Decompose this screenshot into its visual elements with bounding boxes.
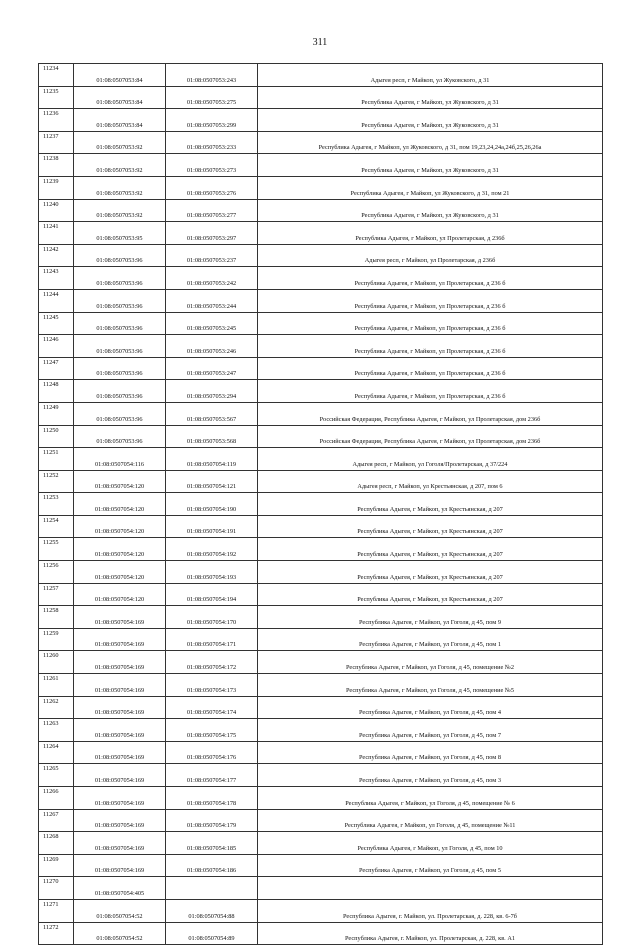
address-cell [258,877,603,900]
parcel-cadastral-number-cell: 01:08:0507053:96 [74,425,166,448]
object-cadastral-number-cell: 01:08:0507053:277 [166,199,258,222]
parcel-cadastral-number-cell: 01:08:0507054:169 [74,674,166,697]
row-number-cell: 11271 [39,899,74,922]
parcel-cadastral-number-cell: 01:08:0507054:405 [74,877,166,900]
row-number-cell: 11260 [39,651,74,674]
row-number-cell: 11244 [39,289,74,312]
address-cell: Республика Адыгея, г Майкоп, ул Крестьянская, д 207 [258,515,603,538]
object-cadastral-number-cell: 01:08:0507053:567 [166,402,258,425]
address-cell: Адыгея респ, г Майкоп, ул Гоголя/Пролетарская, д 37/224 [258,448,603,471]
address-cell: Республика Адыгея, г Майкоп, ул Пролетарская, д 236 б [258,335,603,358]
row-number-cell: 11254 [39,515,74,538]
row-number-cell: 11241 [39,222,74,245]
table-row [39,109,603,132]
row-number-cell: 11272 [39,922,74,945]
address-cell: Республика Адыгея, г Майкоп, ул Пролетарская, д 236 б [258,312,603,335]
parcel-cadastral-number-cell: 01:08:0507053:92 [74,154,166,177]
parcel-cadastral-number-cell: 01:08:0507054:169 [74,696,166,719]
address-cell: Республика Адыгея, г Майкоп, ул Жуковского, д 31 [258,154,603,177]
object-cadastral-number-cell: 01:08:0507054:186 [166,854,258,877]
table-row [39,899,603,922]
table-row [39,651,603,674]
parcel-cadastral-number-cell: 01:08:0507053:95 [74,222,166,245]
address-cell: Республика Адыгея, г Майкоп, ул Пролетарская, д 236 б [258,289,603,312]
table-row [39,289,603,312]
row-number-cell: 11262 [39,696,74,719]
address-cell: Республика Адыгея, г Майкоп, ул Крестьянская, д 207 [258,538,603,561]
row-number-cell: 11267 [39,809,74,832]
object-cadastral-number-cell: 01:08:0507053:243 [166,64,258,87]
address-cell: Республика Адыгея, г Майкоп, ул Гоголя, д 45, помещение №5 [258,674,603,697]
table-row [39,741,603,764]
parcel-cadastral-number-cell: 01:08:0507054:169 [74,832,166,855]
address-cell: Республика Адыгея, г Майкоп, ул Жуковского, д 31 [258,109,603,132]
parcel-cadastral-number-cell: 01:08:0507053:92 [74,131,166,154]
table-row [39,538,603,561]
object-cadastral-number-cell: 01:08:0507053:245 [166,312,258,335]
object-cadastral-number-cell: 01:08:0507053:273 [166,154,258,177]
object-cadastral-number-cell: 01:08:0507054:175 [166,719,258,742]
row-number-cell: 11247 [39,357,74,380]
object-cadastral-number-cell: 01:08:0507053:568 [166,425,258,448]
parcel-cadastral-number-cell: 01:08:0507053:96 [74,267,166,290]
object-cadastral-number-cell: 01:08:0507054:174 [166,696,258,719]
address-cell: Республика Адыгея, г Майкоп, ул Пролетарская, д 236 б [258,357,603,380]
address-cell: Республика Адыгея, г Майкоп, ул Пролетарская, д 236 б [258,380,603,403]
parcel-cadastral-number-cell: 01:08:0507053:96 [74,312,166,335]
table-row [39,583,603,606]
row-number-cell: 11253 [39,493,74,516]
object-cadastral-number-cell: 01:08:0507053:242 [166,267,258,290]
row-number-cell: 11236 [39,109,74,132]
table-row [39,335,603,358]
object-cadastral-number-cell: 01:08:0507054:190 [166,493,258,516]
address-cell: Республика Адыгея, г Майкоп, ул Гоголя, д 45, пом 1 [258,628,603,651]
address-cell: Адыгея респ, г Майкоп, ул Пролетарская, д 236б [258,244,603,267]
address-cell: Республика Адыгея, г Майкоп, ул Крестьянская, д 207 [258,493,603,516]
address-cell: Республика Адыгея, г Майкоп, ул Гоголя, д 45, помещение №11 [258,809,603,832]
parcel-cadastral-number-cell: 01:08:0507053:84 [74,64,166,87]
object-cadastral-number-cell: 01:08:0507053:247 [166,357,258,380]
object-cadastral-number-cell: 01:08:0507054:177 [166,764,258,787]
parcel-cadastral-number-cell: 01:08:0507053:92 [74,199,166,222]
table-row [39,244,603,267]
table-row [39,402,603,425]
address-cell: Республика Адыгея, г Майкоп, ул Жуковского, д 31, пом 21 [258,176,603,199]
page-number: 311 [312,37,328,48]
parcel-cadastral-number-cell: 01:08:0507054:120 [74,470,166,493]
cadastral-registry-table [38,63,603,945]
parcel-cadastral-number-cell: 01:08:0507054:169 [74,606,166,629]
row-number-cell: 11234 [39,64,74,87]
parcel-cadastral-number-cell: 01:08:0507054:120 [74,493,166,516]
object-cadastral-number-cell: 01:08:0507054:191 [166,515,258,538]
object-cadastral-number-cell: 01:08:0507053:297 [166,222,258,245]
parcel-cadastral-number-cell: 01:08:0507054:120 [74,561,166,584]
table-row [39,628,603,651]
object-cadastral-number-cell: 01:08:0507053:275 [166,86,258,109]
table-row [39,854,603,877]
parcel-cadastral-number-cell: 01:08:0507054:169 [74,628,166,651]
address-cell: Республика Адыгея, г Майкоп, ул Гоголя, д 45, помещение №2 [258,651,603,674]
object-cadastral-number-cell: 01:08:0507054:178 [166,787,258,810]
row-number-cell: 11237 [39,131,74,154]
object-cadastral-number-cell: 01:08:0507054:179 [166,809,258,832]
table-row [39,606,603,629]
table-row [39,877,603,900]
object-cadastral-number-cell: 01:08:0507054:185 [166,832,258,855]
address-cell: Республика Адыгея, г Майкоп, ул Гоголя, д 45, пом 3 [258,764,603,787]
parcel-cadastral-number-cell: 01:08:0507053:96 [74,357,166,380]
table-row [39,809,603,832]
row-number-cell: 11270 [39,877,74,900]
row-number-cell: 11252 [39,470,74,493]
table-row [39,312,603,335]
row-number-cell: 11255 [39,538,74,561]
object-cadastral-number-cell: 01:08:0507054:176 [166,741,258,764]
row-number-cell: 11246 [39,335,74,358]
parcel-cadastral-number-cell: 01:08:0507054:169 [74,764,166,787]
address-cell: Республика Адыгея, г. Майкоп, ул. Пролетарская, д. 228, кв. А1 [258,922,603,945]
address-cell: Российская Федерация, Республика Адыгея, г Майкоп, ул Пролетарская, дом 236б [258,425,603,448]
parcel-cadastral-number-cell: 01:08:0507054:52 [74,899,166,922]
object-cadastral-number-cell: 01:08:0507054:193 [166,561,258,584]
parcel-cadastral-number-cell: 01:08:0507054:169 [74,719,166,742]
table-row [39,493,603,516]
address-cell: Республика Адыгея, г Майкоп, ул Жуковского, д 31 [258,199,603,222]
object-cadastral-number-cell: 01:08:0507054:171 [166,628,258,651]
row-number-cell: 11259 [39,628,74,651]
object-cadastral-number-cell: 01:08:0507053:233 [166,131,258,154]
table-row [39,448,603,471]
object-cadastral-number-cell: 01:08:0507053:246 [166,335,258,358]
row-number-cell: 11257 [39,583,74,606]
address-cell: Республика Адыгея, г Майкоп, ул Гоголя, д 45, пом 10 [258,832,603,855]
parcel-cadastral-number-cell: 01:08:0507054:169 [74,741,166,764]
address-cell: Республика Адыгея, г Майкоп, ул Гоголя, д 45, пом 5 [258,854,603,877]
table-row [39,64,603,87]
row-number-cell: 11263 [39,719,74,742]
row-number-cell: 11261 [39,674,74,697]
row-number-cell: 11265 [39,764,74,787]
object-cadastral-number-cell: 01:08:0507054:89 [166,922,258,945]
object-cadastral-number-cell: 01:08:0507054:170 [166,606,258,629]
parcel-cadastral-number-cell: 01:08:0507054:169 [74,787,166,810]
row-number-cell: 11239 [39,176,74,199]
table-row [39,561,603,584]
object-cadastral-number-cell: 01:08:0507054:194 [166,583,258,606]
row-number-cell: 11242 [39,244,74,267]
parcel-cadastral-number-cell: 01:08:0507053:96 [74,335,166,358]
parcel-cadastral-number-cell: 01:08:0507054:120 [74,538,166,561]
parcel-cadastral-number-cell: 01:08:0507053:84 [74,109,166,132]
object-cadastral-number-cell: 01:08:0507054:192 [166,538,258,561]
table-row [39,267,603,290]
address-cell: Республика Адыгея, г Майкоп, ул Гоголя, д 45, помещение № 6 [258,787,603,810]
object-cadastral-number-cell: 01:08:0507053:294 [166,380,258,403]
table-row [39,425,603,448]
table-row [39,86,603,109]
address-cell: Адыгея респ, г Майкоп, ул Жуковского, д 31 [258,64,603,87]
address-cell: Республика Адыгея, г Майкоп, ул Гоголя, д 45, пом 7 [258,719,603,742]
object-cadastral-number-cell: 01:08:0507054:121 [166,470,258,493]
parcel-cadastral-number-cell: 01:08:0507054:120 [74,583,166,606]
row-number-cell: 11256 [39,561,74,584]
parcel-cadastral-number-cell: 01:08:0507053:96 [74,289,166,312]
registry-table-body [39,64,603,945]
table-row [39,674,603,697]
row-number-cell: 11251 [39,448,74,471]
row-number-cell: 11258 [39,606,74,629]
address-cell: Российская Федерация, Республика Адыгея, г Майкоп, ул Пролетарская, дом 236б [258,402,603,425]
table-row [39,764,603,787]
table-row [39,719,603,742]
table-row [39,515,603,538]
table-row [39,357,603,380]
address-cell: Республика Адыгея, г Майкоп, ул Гоголя, д 45, пом 9 [258,606,603,629]
parcel-cadastral-number-cell: 01:08:0507053:84 [74,86,166,109]
address-cell: Республика Адыгея, г Майкоп, ул Жуковского, д 31, пом 19,23,24,24а,24б,25,26,26а [258,131,603,154]
table-row [39,176,603,199]
row-number-cell: 11245 [39,312,74,335]
address-cell: Республика Адыгея, г Майкоп, ул Гоголя, д 45, пом 4 [258,696,603,719]
table-row [39,696,603,719]
object-cadastral-number-cell: 01:08:0507054:173 [166,674,258,697]
table-row [39,380,603,403]
object-cadastral-number-cell: 01:08:0507053:299 [166,109,258,132]
table-row [39,832,603,855]
object-cadastral-number-cell [166,877,258,900]
address-cell: Республика Адыгея, г Майкоп, ул Пролетарская, д 236 б [258,267,603,290]
table-row [39,154,603,177]
table-row [39,199,603,222]
parcel-cadastral-number-cell: 01:08:0507053:92 [74,176,166,199]
address-cell: Республика Адыгея, г Майкоп, ул Жуковского, д 31 [258,86,603,109]
row-number-cell: 11235 [39,86,74,109]
parcel-cadastral-number-cell: 01:08:0507054:169 [74,651,166,674]
object-cadastral-number-cell: 01:08:0507054:172 [166,651,258,674]
address-cell: Республика Адыгея, г. Майкоп, ул. Пролетарская, д. 228, кв. 6-7б [258,899,603,922]
row-number-cell: 11240 [39,199,74,222]
table-row [39,222,603,245]
parcel-cadastral-number-cell: 01:08:0507053:96 [74,402,166,425]
address-cell: Республика Адыгея, г Майкоп, ул Пролетарская, д 236б [258,222,603,245]
table-row [39,922,603,945]
object-cadastral-number-cell: 01:08:0507053:237 [166,244,258,267]
table-row [39,131,603,154]
parcel-cadastral-number-cell: 01:08:0507054:169 [74,854,166,877]
parcel-cadastral-number-cell: 01:08:0507054:120 [74,515,166,538]
row-number-cell: 11268 [39,832,74,855]
object-cadastral-number-cell: 01:08:0507053:276 [166,176,258,199]
row-number-cell: 11250 [39,425,74,448]
row-number-cell: 11238 [39,154,74,177]
parcel-cadastral-number-cell: 01:08:0507054:169 [74,809,166,832]
address-cell: Адыгея респ, г Майкоп, ул Крестьянская, д 207, пом 6 [258,470,603,493]
parcel-cadastral-number-cell: 01:08:0507054:52 [74,922,166,945]
row-number-cell: 11249 [39,402,74,425]
row-number-cell: 11269 [39,854,74,877]
parcel-cadastral-number-cell: 01:08:0507053:96 [74,380,166,403]
row-number-cell: 11264 [39,741,74,764]
row-number-cell: 11266 [39,787,74,810]
table-row [39,787,603,810]
address-cell: Республика Адыгея, г Майкоп, ул Крестьянская, д 207 [258,561,603,584]
object-cadastral-number-cell: 01:08:0507054:119 [166,448,258,471]
table-row [39,470,603,493]
object-cadastral-number-cell: 01:08:0507053:244 [166,289,258,312]
parcel-cadastral-number-cell: 01:08:0507053:96 [74,244,166,267]
parcel-cadastral-number-cell: 01:08:0507054:116 [74,448,166,471]
row-number-cell: 11243 [39,267,74,290]
object-cadastral-number-cell: 01:08:0507054:88 [166,899,258,922]
address-cell: Республика Адыгея, г Майкоп, ул Гоголя, д 45, пом 8 [258,741,603,764]
address-cell: Республика Адыгея, г Майкоп, ул Крестьянская, д 207 [258,583,603,606]
row-number-cell: 11248 [39,380,74,403]
